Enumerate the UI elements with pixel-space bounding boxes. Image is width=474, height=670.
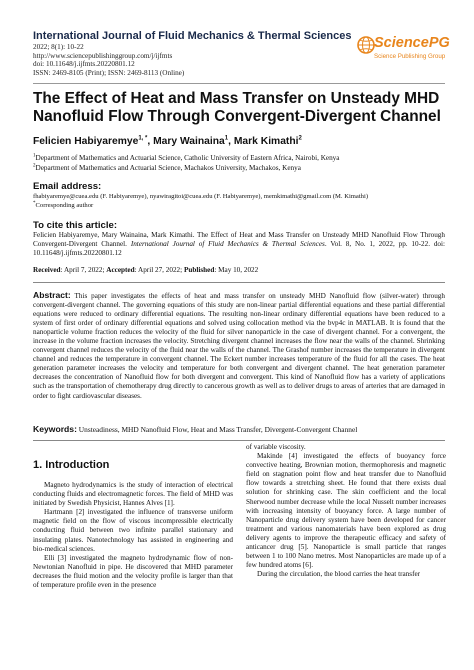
affiliation-item (33, 154, 445, 164)
author-affil-mark: 1, * (138, 135, 148, 142)
corresponding-text: Corresponding author (35, 202, 94, 209)
body-paragraph: Elli [3] investigated the magneto hydrodynamic flow of non-Newtonian Nanofluid in pipe. He discovered that MHD parameter decreases the fluid motion and the velocity profile is larger than that of temperature profile even in the presence (33, 553, 233, 590)
author-separator: , (228, 136, 234, 147)
citation-tail: . Vol. 8, No. 1, 2022, pp. 10-22. doi: 10.11648/j.ijfmts.20220801.12 (33, 240, 445, 257)
section-heading-introduction: 1. Introduction (33, 459, 110, 471)
published-date: : May 10, 2022 (214, 266, 259, 274)
received-date: : April 7, 2022; (60, 266, 107, 274)
email-addresses[interactable]: fhabiyaremye@cuea.edu (F. Habiyaremye), nyawiragitoi@cuea.edu (F. Habiyaremye), memkimathi@gmail.com (M. Kimathi) (33, 193, 369, 200)
affiliation-number: 2 (33, 163, 36, 169)
body-paragraph: Makinde [4] investigated the effects of buoyancy force convective heating, Brownian motion, thermophoresis and magnetic field on stagnation point flow and heat transfer due to Nanofluid flow towards a stretching sheet. He found that there exists dual solution for shrinking case. The skin coefficient and the local Sherwood number decrease while the local Nusselt number increases with increasing intensity of buoyancy force. A large number of Nanoparticle drug delivery system have been developed for cancer treatment and various nanomaterials have been explored as drug delivery agents to improve the therapeutic efficacy and safety of anticancer drug [5]. Nanoparticle is small particle that ranges between 1 to 100 Nano metres. Most Nanoparticles are made up of a few hundred atoms [6]. (246, 452, 446, 570)
affiliation-item (33, 164, 445, 174)
header-divider (33, 83, 445, 84)
author-name: Mark Kimathi (233, 136, 299, 147)
author-affil-mark: 1 (224, 135, 229, 142)
journal-name: International Journal of Fluid Mechanics & Thermal Sciences (33, 30, 352, 42)
publisher-logo (356, 28, 450, 76)
published-label: Published (183, 266, 215, 274)
accepted-label: Accepted (106, 266, 135, 274)
journal-issn: ISSN: 2469-8105 (Print); ISSN: 2469-8113 (Online) (33, 68, 185, 77)
logo-subtitle: Science Publishing Group (374, 53, 446, 60)
author-name: Mary Wainaina (153, 136, 225, 147)
author-name: Felicien Habiyaremye (33, 136, 139, 147)
body-column-left (33, 444, 233, 590)
keywords (33, 425, 445, 434)
author-separator: , (147, 136, 154, 147)
keywords-bottom-rule (33, 440, 445, 441)
citation-plain: Felicien Habiyaremye, Mary Wainaina, Mark Kimathi. The Effect of Heat and Mass Transfer on Unsteady MHD Nanofluid Flow Through Convergent-Divergent Channel. (33, 231, 445, 248)
corresponding-note (33, 201, 445, 210)
paper-title: The Effect of Heat and Mass Transfer on Unsteady MHD Nanofluid Flow Through Convergent-Divergent Channel (33, 90, 441, 125)
body-paragraph: During the circulation, the blood carries the heat transfer (257, 570, 421, 579)
body-paragraph-continuation: of variable viscosity. (246, 443, 306, 451)
globe-icon (356, 34, 376, 60)
author-list (33, 136, 445, 148)
logo-wordmark: SciencePG (374, 35, 450, 51)
affiliations (33, 154, 445, 173)
affiliation-text: Department of Mathematics and Actuarial Science, Machakos University, Machakos, Kenya (35, 163, 301, 172)
journal-header (33, 30, 352, 77)
keywords-text: Unsteadiness, MHD Nanofluid Flow, Heat and Mass Transfer, Divergent-Convergent Channel (76, 425, 358, 434)
abstract-label: Abstract: (33, 290, 71, 300)
abstract (33, 291, 445, 401)
citation-text (33, 231, 445, 258)
affiliation-number: 1 (33, 153, 36, 159)
email-section (33, 181, 445, 210)
affiliation-text: Department of Mathematics and Actuarial Science, Catholic University of Eastern Africa, Nairobi, Kenya (35, 154, 340, 162)
journal-doi: doi: 10.11648/j.ijfmts.20220801.12 (33, 60, 135, 69)
email-heading: Email address: (33, 181, 102, 192)
volume-line: 2022; 8(1): 10-22 (33, 43, 84, 51)
accepted-date: : April 27, 2022; (134, 266, 184, 274)
body-paragraph: Magneto hydrodynamics is the study of interaction of electrical conducting fluids and electromagnetic forces. The field of MHD was initiated by Swedish Physicist, Hannes Alves [1]. (33, 481, 233, 508)
author-affil-mark: 2 (298, 135, 302, 142)
received-label: Received (33, 266, 61, 274)
keywords-label: Keywords: (33, 424, 77, 434)
publication-dates (33, 266, 445, 275)
corresponding-mark: * (33, 200, 36, 206)
abstract-top-rule (33, 282, 445, 283)
journal-url[interactable]: http://www.sciencepublishinggroup.com/j/ijfmts (33, 51, 173, 60)
body-column-right (246, 443, 446, 579)
citation-heading: To cite this article: (33, 220, 118, 231)
citation-journal: International Journal of Fluid Mechanics & Thermal Sciences (130, 240, 325, 248)
citation-section (33, 220, 445, 258)
abstract-text: This paper investigates the effects of heat and mass transfer on unsteady MHD Nanofluid flow (silver-water) through convergent-divergent channel. The governing equations of this study are non-linear partial differential equations and these partial differential equations were reduced to ordinary differential equations. The resulting non-linear ordinary differential equations have been reduced to a system of first order of ordinary differential equations and solved using collocation method via the bvp4c in MATLAB. It is found that the nanoparticle volume fraction reduces the velocity of the fluid for silver nanoparticle in the case of divergent channel. For a convergent, the increase in the volume fraction increases the velocity. Stretching divergent channel increases the flow near the walls of the channel. Shrinking convergent channel reduces the velocity of the fluid near the walls of the channel. The Grashof number increases the temperature in divergent channel and reduces the temperature in convergent channel. The Eckert number increases temperature of the fluid for all the cases. The heat generation parameter increases the velocity and temperature for both convergent and divergent channel. The heat generation parameter decreases the concentration of Nanofluid flow for both divergent and convergent. This kind of Nanofluid flow has a variety of applications such as the transportation of chemotherapy drug directly to cancerous growth as well as to deliver drugs to areas of arteries that are damaged in order to fight cardiovascular diseases. (33, 292, 445, 400)
body-paragraph: Hartmann [2] investigated the influence of transverse uniform magnetic field on the flow of viscous incompressible electrically conducting fluid between two infinite parallel stationary and insulating plates. Nanotechnology has assisted in engineering and bio-medical sciences. (33, 508, 233, 553)
